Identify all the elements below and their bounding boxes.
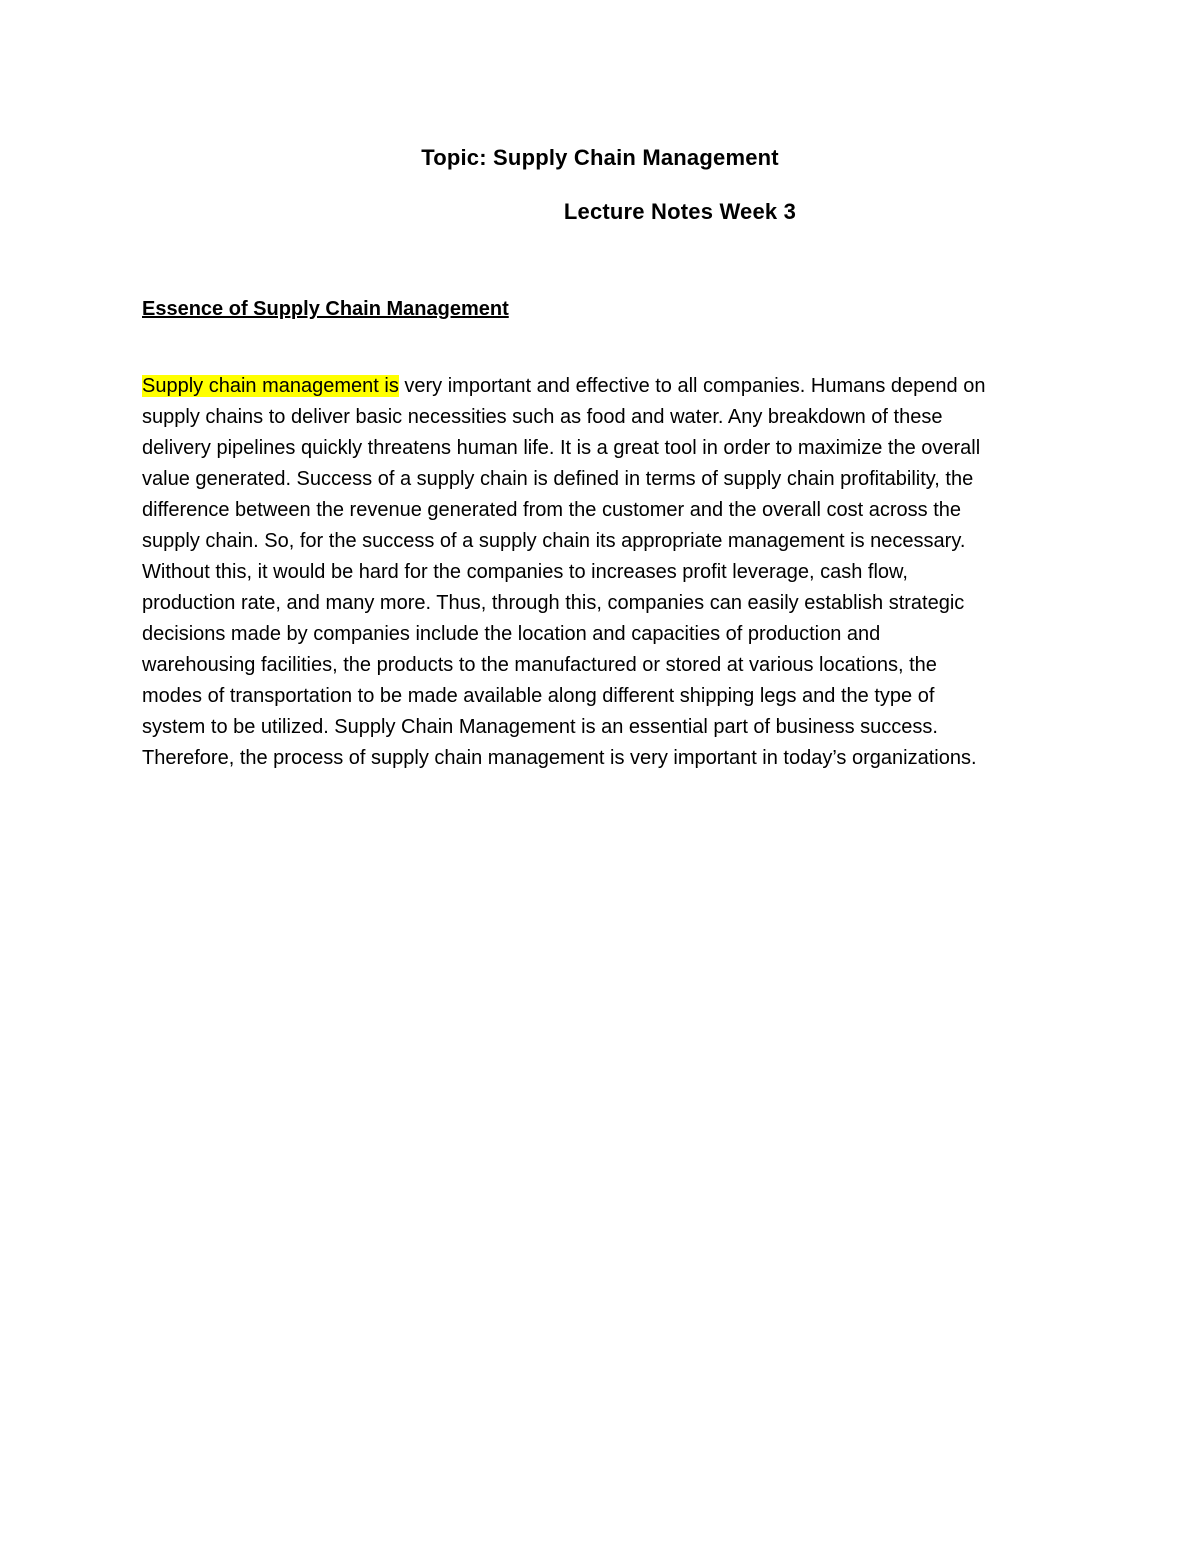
paragraph-line: difference between the revenue generated from the customer and the overall cost across the: [142, 499, 962, 521]
paragraph-line: Without this, it would be hard for the companies to increases profit leverage, cash flow,: [142, 561, 908, 583]
paragraph-line: value generated. Success of a supply chain is defined in terms of supply chain profitability, the: [142, 468, 974, 490]
section-heading: Essence of Supply Chain Management: [142, 298, 509, 320]
paragraph-line: modes of transportation to be made available along different shipping legs and the type of: [142, 685, 935, 707]
document-title: Topic: Supply Chain Management: [421, 145, 779, 170]
body-paragraph: [142, 371, 985, 774]
paragraph-line: delivery pipelines quickly threatens human life. It is a great tool in order to maximize the overall: [142, 437, 981, 459]
paragraph-line: decisions made by companies include the location and capacities of production and: [142, 623, 881, 645]
paragraph-line-text: very important and effective to all companies. Humans depend on: [398, 375, 986, 397]
highlighted-lead-text: Supply chain management is: [142, 375, 399, 397]
paragraph-line: supply chains to deliver basic necessities such as food and water. Any breakdown of these: [142, 406, 943, 428]
paragraph-line: system to be utilized. Supply Chain Management is an essential part of business success.: [142, 716, 938, 738]
document-subtitle: Lecture Notes Week 3: [563, 199, 797, 224]
paragraph-line: production rate, and many more. Thus, through this, companies can easily establish strategic: [142, 592, 965, 614]
paragraph-line: Therefore, the process of supply chain management is very important in today’s organizations.: [142, 747, 977, 769]
paragraph-line: [142, 371, 985, 402]
paragraph-line: supply chain. So, for the success of a supply chain its appropriate management is necessary.: [142, 530, 966, 552]
paragraph-line: warehousing facilities, the products to the manufactured or stored at various locations, the: [142, 654, 937, 676]
